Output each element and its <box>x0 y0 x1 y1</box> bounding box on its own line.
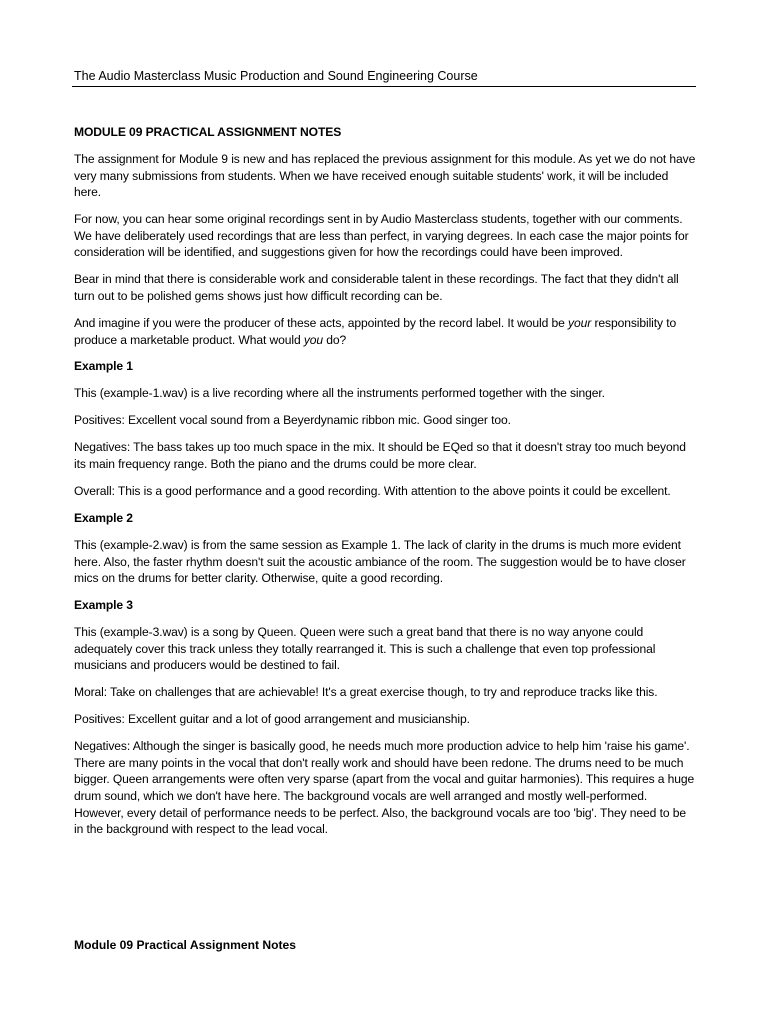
intro-paragraph-4 <box>74 315 696 348</box>
document-body <box>74 124 696 848</box>
example-1-negatives: Negatives: The bass takes up too much space in the mix. It should be EQed so that it doesn't stray too much beyond its main frequency range. Both the piano and the drums could be more clear. <box>74 440 686 472</box>
example-1-overall: Overall: This is a good performance and a good recording. With attention to the above points it could be excellent. <box>74 484 671 499</box>
example-3-negatives: Negatives: Although the singer is basically good, he needs much more production advice to help him 'raise his game'. There are many points in the vocal that don't really work and should have been redone. The drums need to be much bigger. Queen arrangements were often very sparse (apart from the vocal and guitar harmonies). This requires a huge drum sound, which we don't have here. The background vocals are well arranged and mostly well-performed. However, every detail of performance needs to be perfect. Also, the background vocals are too 'big'. They need to be in the background with respect to the lead vocal. <box>74 739 695 837</box>
running-footer: Module 09 Practical Assignment Notes <box>74 938 297 952</box>
intro4-emphasis-your: your <box>568 315 592 330</box>
intro4-emphasis-you: you <box>303 332 324 347</box>
running-header: The Audio Masterclass Music Production and Sound Engineering Course <box>74 69 478 83</box>
intro-paragraph-2: For now, you can hear some original recordings sent in by Audio Masterclass students, together with our comments. We have deliberately used recordings that are less than perfect, in varying degrees. In each case the major points for consideration will be identified, and suggestions given for how the recordings could have been improved. <box>74 212 689 260</box>
example-3-moral: Moral: Take on challenges that are achievable! It's a great exercise though, to try and reproduce tracks like this. <box>74 685 658 700</box>
example-3-positives: Positives: Excellent guitar and a lot of good arrangement and musicianship. <box>74 712 470 727</box>
intro-paragraph-3: Bear in mind that there is considerable work and considerable talent in these recordings. The fact that they didn't all turn out to be polished gems shows just how difficult recording can be. <box>74 272 679 303</box>
example-2-description: This (example-2.wav) is from the same session as Example 1. The lack of clarity in the drums is much more evident here. Also, the faster rhythm doesn't suit the acoustic ambiance of the room. The suggestion would be to have closer mics on the drums for better clarity. Otherwise, quite a good recording. <box>74 537 686 586</box>
document-heading: MODULE 09 PRACTICAL ASSIGNMENT NOTES <box>74 125 342 139</box>
intro-paragraph-1: The assignment for Module 9 is new and has replaced the previous assignment for this module. As yet we do not have very many submissions from students. When we have received enough suitable students' work, it will be included here. <box>74 151 696 200</box>
intro4-text-b: responsibility to produce a marketable product. What would <box>74 315 677 347</box>
header-divider <box>72 86 696 87</box>
example-1-description: This (example-1.wav) is a live recording where all the instruments performed together with the singer. <box>74 386 605 401</box>
example-1-heading: Example 1 <box>74 359 133 374</box>
intro4-text-a: And imagine if you were the producer of these acts, appointed by the record label. It would be <box>74 315 569 330</box>
intro4-text-c: do? <box>323 332 347 347</box>
example-2-heading: Example 2 <box>74 511 133 525</box>
example-3-description: This (example-3.wav) is a song by Queen. Queen were such a great band that there is no way anyone could adequately cover this track unless they totally rearranged it. This is such a challenge that even top professional musicians and producers would be destined to fail. <box>74 625 656 673</box>
example-3-heading: Example 3 <box>74 598 133 613</box>
example-1-positives: Positives: Excellent vocal sound from a Beyerdynamic ribbon mic. Good singer too. <box>74 413 511 428</box>
